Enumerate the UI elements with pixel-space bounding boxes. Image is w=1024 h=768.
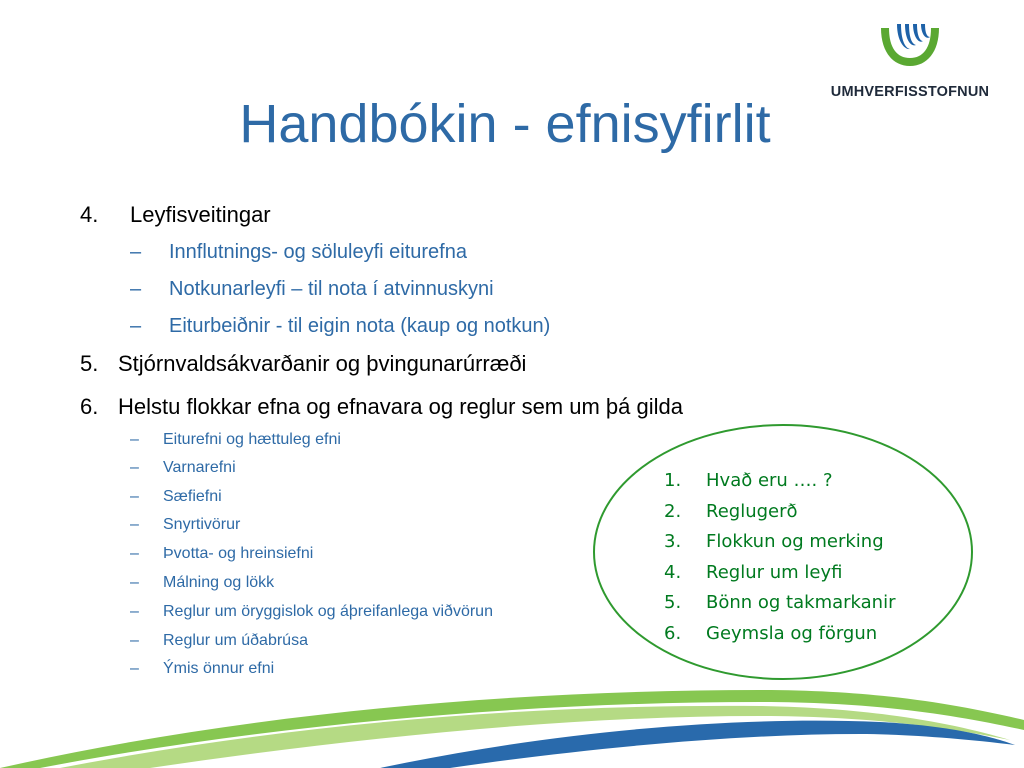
list-text: Leyfisveitingar bbox=[130, 202, 271, 227]
sub-item-text: Málning og lökk bbox=[163, 574, 275, 591]
ellipse-list-number: 2. bbox=[664, 500, 682, 522]
page-title: Handbókin - efnisyfirlit bbox=[239, 94, 771, 154]
ellipse-list-item bbox=[664, 466, 964, 497]
dash-bullet: – bbox=[130, 488, 139, 505]
ellipse-list-number: 1. bbox=[664, 470, 682, 491]
dash-bullet: – bbox=[130, 278, 142, 300]
bottom-swoosh bbox=[0, 690, 1024, 768]
dash-bullet: – bbox=[130, 632, 139, 649]
ellipse-list-text: Reglugerð bbox=[706, 500, 798, 522]
ellipse-list-item bbox=[664, 558, 964, 589]
logo-text: UMHVERFISSTOFNUN bbox=[830, 84, 990, 100]
dash-bullet: – bbox=[130, 660, 139, 677]
sub-item-text: Snyrtivörur bbox=[163, 516, 241, 533]
ellipse-list bbox=[664, 466, 964, 650]
ellipse-list-text: Geymsla og förgun bbox=[706, 622, 878, 644]
sub-item-text: Eiturbeiðnir - til eigin nota (kaup og notkun) bbox=[169, 315, 551, 337]
sub-item-text: Sæfiefni bbox=[163, 488, 222, 505]
ellipse-list-item bbox=[664, 588, 964, 619]
ellipse-list-text: Flokkun og merking bbox=[706, 531, 884, 553]
ellipse-list-number: 4. bbox=[664, 561, 682, 583]
ellipse-list-item bbox=[664, 619, 964, 650]
ellipse-list-text: Hvað eru …. ? bbox=[706, 470, 833, 491]
dash-bullet: – bbox=[130, 315, 142, 337]
dash-bullet: – bbox=[130, 516, 139, 533]
dash-bullet: – bbox=[130, 459, 139, 476]
sub-item-text: Notkunarleyfi – til nota í atvinnuskyni bbox=[169, 278, 494, 300]
list-number: 5. bbox=[80, 351, 99, 376]
ellipse-list-text: Bönn og takmarkanir bbox=[706, 592, 896, 614]
list-number: 4. bbox=[80, 202, 99, 227]
sub-item-text: Eiturefni og hættuleg efni bbox=[163, 431, 341, 448]
ellipse-list-number: 6. bbox=[664, 622, 682, 644]
ellipse-list-text: Reglur um leyfi bbox=[706, 561, 843, 583]
dash-bullet: – bbox=[130, 603, 139, 620]
list-number: 6. bbox=[80, 394, 99, 419]
ellipse-list-item bbox=[664, 497, 964, 528]
dash-bullet: – bbox=[130, 574, 139, 591]
sub-item-text: Varnarefni bbox=[163, 459, 236, 476]
dash-bullet: – bbox=[130, 431, 139, 448]
sub-item-text: Ýmis önnur efni bbox=[163, 660, 275, 677]
list-text: Stjórnvaldsákvarðanir og þvingunarúrræði bbox=[118, 351, 527, 376]
ellipse-list-number: 5. bbox=[664, 592, 682, 614]
ellipse-list-item bbox=[664, 527, 964, 558]
sub-item-text: Reglur um úðabrúsa bbox=[163, 632, 308, 649]
list-text: Helstu flokkar efna og efnavara og reglur sem um þá gilda bbox=[118, 394, 683, 419]
sub-item-text: Reglur um öryggislok og áþreifanlega viðvörun bbox=[163, 603, 493, 620]
sub-item-text: Þvotta- og hreinsiefni bbox=[163, 545, 314, 562]
ellipse-list-number: 3. bbox=[664, 531, 682, 553]
sub-item-text: Innflutnings- og söluleyfi eiturefna bbox=[169, 241, 467, 263]
dash-bullet: – bbox=[130, 545, 139, 562]
dash-bullet: – bbox=[130, 241, 142, 263]
